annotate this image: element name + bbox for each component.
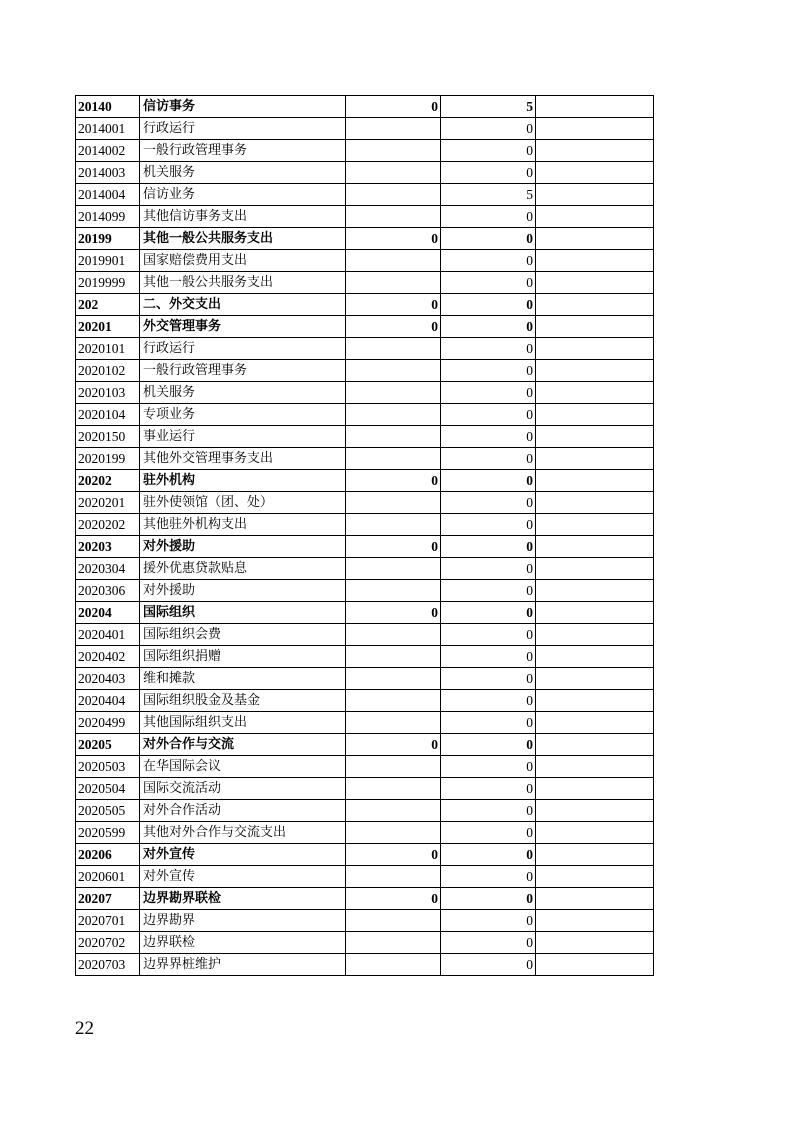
account-code-cell: 2020402: [76, 646, 140, 668]
account-name-cell: 事业运行: [140, 426, 346, 448]
account-code-cell: 20140: [76, 96, 140, 118]
amount-cell-3: [536, 756, 654, 778]
account-code-cell: 2020150: [76, 426, 140, 448]
account-code-cell: 2020703: [76, 954, 140, 976]
account-name-cell: 援外优惠贷款贴息: [140, 558, 346, 580]
account-name-cell: 国际组织股金及基金: [140, 690, 346, 712]
table-row: [76, 470, 654, 492]
amount-cell-1: [346, 382, 441, 404]
amount-cell-2: 0: [441, 162, 536, 184]
amount-cell-3: [536, 778, 654, 800]
account-name-cell: 其他对外合作与交流支出: [140, 822, 346, 844]
account-code-cell: 2020503: [76, 756, 140, 778]
amount-cell-3: [536, 646, 654, 668]
amount-cell-3: [536, 690, 654, 712]
table-row: [76, 294, 654, 316]
account-name-cell: 对外宣传: [140, 866, 346, 888]
account-code-cell: 2014004: [76, 184, 140, 206]
amount-cell-1: [346, 404, 441, 426]
account-code-cell: 2014001: [76, 118, 140, 140]
amount-cell-1: [346, 866, 441, 888]
amount-cell-3: [536, 250, 654, 272]
amount-cell-1: [346, 272, 441, 294]
amount-cell-3: [536, 338, 654, 360]
account-code-cell: 2020499: [76, 712, 140, 734]
amount-cell-2: 0: [441, 668, 536, 690]
amount-cell-3: [536, 184, 654, 206]
account-name-cell: 机关服务: [140, 382, 346, 404]
amount-cell-3: [536, 272, 654, 294]
table-row: [76, 822, 654, 844]
account-code-cell: 2020701: [76, 910, 140, 932]
amount-cell-1: [346, 822, 441, 844]
account-code-cell: 2020401: [76, 624, 140, 646]
table-row: [76, 250, 654, 272]
amount-cell-1: [346, 360, 441, 382]
account-name-cell: 在华国际会议: [140, 756, 346, 778]
amount-cell-3: [536, 404, 654, 426]
amount-cell-1: [346, 338, 441, 360]
amount-cell-1: [346, 690, 441, 712]
amount-cell-2: 0: [441, 624, 536, 646]
table-row: [76, 646, 654, 668]
account-name-cell: 其他一般公共服务支出: [140, 272, 346, 294]
table-row: [76, 734, 654, 756]
account-code-cell: 20204: [76, 602, 140, 624]
table-row: [76, 602, 654, 624]
amount-cell-2: 5: [441, 184, 536, 206]
account-name-cell: 专项业务: [140, 404, 346, 426]
table-row: [76, 888, 654, 910]
table-body: [76, 96, 654, 976]
account-name-cell: 二、外交支出: [140, 294, 346, 316]
account-code-cell: 2020403: [76, 668, 140, 690]
amount-cell-2: 0: [441, 954, 536, 976]
account-name-cell: 其他驻外机构支出: [140, 514, 346, 536]
table-row: [76, 514, 654, 536]
amount-cell-1: [346, 162, 441, 184]
account-name-cell: 边界界桩维护: [140, 954, 346, 976]
account-code-cell: 2014003: [76, 162, 140, 184]
amount-cell-2: 0: [441, 866, 536, 888]
amount-cell-1: 0: [346, 294, 441, 316]
account-code-cell: 2020199: [76, 448, 140, 470]
account-code-cell: 20199: [76, 228, 140, 250]
amount-cell-1: [346, 206, 441, 228]
account-name-cell: 对外合作活动: [140, 800, 346, 822]
amount-cell-3: [536, 668, 654, 690]
account-name-cell: 维和摊款: [140, 668, 346, 690]
account-name-cell: 边界勘界: [140, 910, 346, 932]
amount-cell-2: 0: [441, 338, 536, 360]
amount-cell-3: [536, 712, 654, 734]
account-name-cell: 外交管理事务: [140, 316, 346, 338]
table-row: [76, 844, 654, 866]
amount-cell-2: 0: [441, 360, 536, 382]
amount-cell-1: [346, 624, 441, 646]
amount-cell-2: 0: [441, 514, 536, 536]
account-code-cell: 2020104: [76, 404, 140, 426]
account-name-cell: 对外援助: [140, 536, 346, 558]
account-code-cell: 2014002: [76, 140, 140, 162]
table-row: [76, 932, 654, 954]
account-code-cell: 202: [76, 294, 140, 316]
amount-cell-2: 0: [441, 558, 536, 580]
amount-cell-3: [536, 866, 654, 888]
table-row: [76, 668, 654, 690]
amount-cell-3: [536, 558, 654, 580]
amount-cell-2: 0: [441, 426, 536, 448]
amount-cell-2: 0: [441, 294, 536, 316]
amount-cell-3: [536, 514, 654, 536]
page-number: 22: [75, 1018, 94, 1039]
amount-cell-3: [536, 734, 654, 756]
table-row: [76, 272, 654, 294]
account-name-cell: 行政运行: [140, 338, 346, 360]
table-row: [76, 624, 654, 646]
amount-cell-3: [536, 624, 654, 646]
account-code-cell: 20207: [76, 888, 140, 910]
amount-cell-3: [536, 580, 654, 602]
account-code-cell: 2020103: [76, 382, 140, 404]
amount-cell-1: [346, 250, 441, 272]
account-name-cell: 其他国际组织支出: [140, 712, 346, 734]
account-name-cell: 国际组织会费: [140, 624, 346, 646]
amount-cell-3: [536, 470, 654, 492]
amount-cell-1: 0: [346, 536, 441, 558]
amount-cell-3: [536, 800, 654, 822]
amount-cell-2: 0: [441, 536, 536, 558]
account-code-cell: 2020102: [76, 360, 140, 382]
table-row: [76, 690, 654, 712]
amount-cell-1: 0: [346, 96, 441, 118]
table-row: [76, 866, 654, 888]
amount-cell-1: [346, 756, 441, 778]
amount-cell-3: [536, 536, 654, 558]
table-row: [76, 162, 654, 184]
amount-cell-1: 0: [346, 228, 441, 250]
amount-cell-2: 0: [441, 382, 536, 404]
amount-cell-1: [346, 712, 441, 734]
table-row: [76, 404, 654, 426]
table-row: [76, 536, 654, 558]
account-code-cell: 20205: [76, 734, 140, 756]
amount-cell-1: [346, 580, 441, 602]
amount-cell-2: 0: [441, 800, 536, 822]
account-code-cell: 20206: [76, 844, 140, 866]
account-name-cell: 其他一般公共服务支出: [140, 228, 346, 250]
account-name-cell: 驻外机构: [140, 470, 346, 492]
table-row: [76, 712, 654, 734]
account-code-cell: 2020304: [76, 558, 140, 580]
account-code-cell: 20202: [76, 470, 140, 492]
table-row: [76, 492, 654, 514]
account-name-cell: 一般行政管理事务: [140, 360, 346, 382]
account-code-cell: 2020599: [76, 822, 140, 844]
budget-table: [75, 95, 654, 976]
amount-cell-3: [536, 844, 654, 866]
table-row: [76, 800, 654, 822]
amount-cell-1: [346, 448, 441, 470]
amount-cell-2: 5: [441, 96, 536, 118]
amount-cell-3: [536, 602, 654, 624]
amount-cell-1: [346, 184, 441, 206]
amount-cell-2: 0: [441, 646, 536, 668]
amount-cell-2: 0: [441, 140, 536, 162]
account-name-cell: 驻外使领馆（团、处）: [140, 492, 346, 514]
table-row: [76, 338, 654, 360]
amount-cell-1: [346, 140, 441, 162]
amount-cell-2: 0: [441, 756, 536, 778]
table-row: [76, 316, 654, 338]
amount-cell-3: [536, 360, 654, 382]
account-name-cell: 国际交流活动: [140, 778, 346, 800]
amount-cell-3: [536, 954, 654, 976]
amount-cell-2: 0: [441, 932, 536, 954]
amount-cell-1: [346, 778, 441, 800]
table-row: [76, 558, 654, 580]
account-name-cell: 机关服务: [140, 162, 346, 184]
table-row: [76, 910, 654, 932]
amount-cell-3: [536, 426, 654, 448]
amount-cell-3: [536, 294, 654, 316]
amount-cell-3: [536, 228, 654, 250]
amount-cell-3: [536, 932, 654, 954]
account-code-cell: 2020306: [76, 580, 140, 602]
amount-cell-2: 0: [441, 602, 536, 624]
amount-cell-2: 0: [441, 778, 536, 800]
table-row: [76, 118, 654, 140]
amount-cell-3: [536, 206, 654, 228]
table-row: [76, 140, 654, 162]
amount-cell-3: [536, 910, 654, 932]
account-name-cell: 其他外交管理事务支出: [140, 448, 346, 470]
amount-cell-2: 0: [441, 712, 536, 734]
amount-cell-3: [536, 96, 654, 118]
account-name-cell: 对外宣传: [140, 844, 346, 866]
amount-cell-2: 0: [441, 844, 536, 866]
amount-cell-1: [346, 514, 441, 536]
amount-cell-2: 0: [441, 822, 536, 844]
account-name-cell: 行政运行: [140, 118, 346, 140]
account-code-cell: 2020101: [76, 338, 140, 360]
account-name-cell: 信访事务: [140, 96, 346, 118]
amount-cell-2: 0: [441, 470, 536, 492]
amount-cell-3: [536, 140, 654, 162]
table-row: [76, 96, 654, 118]
table-row: [76, 228, 654, 250]
table-row: [76, 382, 654, 404]
amount-cell-1: [346, 668, 441, 690]
account-code-cell: 2020601: [76, 866, 140, 888]
amount-cell-1: [346, 646, 441, 668]
account-code-cell: 2020202: [76, 514, 140, 536]
table-row: [76, 954, 654, 976]
amount-cell-1: 0: [346, 844, 441, 866]
account-name-cell: 一般行政管理事务: [140, 140, 346, 162]
amount-cell-1: [346, 426, 441, 448]
amount-cell-2: 0: [441, 734, 536, 756]
account-code-cell: 2019901: [76, 250, 140, 272]
account-name-cell: 边界勘界联检: [140, 888, 346, 910]
amount-cell-1: 0: [346, 316, 441, 338]
amount-cell-2: 0: [441, 448, 536, 470]
account-code-cell: 20201: [76, 316, 140, 338]
account-name-cell: 其他信访事务支出: [140, 206, 346, 228]
table-row: [76, 778, 654, 800]
amount-cell-1: [346, 492, 441, 514]
account-code-cell: 2020404: [76, 690, 140, 712]
amount-cell-2: 0: [441, 118, 536, 140]
amount-cell-1: 0: [346, 470, 441, 492]
amount-cell-2: 0: [441, 888, 536, 910]
table-row: [76, 206, 654, 228]
table-row: [76, 184, 654, 206]
amount-cell-1: [346, 910, 441, 932]
table-row: [76, 756, 654, 778]
account-name-cell: 信访业务: [140, 184, 346, 206]
amount-cell-1: 0: [346, 734, 441, 756]
amount-cell-2: 0: [441, 228, 536, 250]
table-row: [76, 448, 654, 470]
amount-cell-1: [346, 932, 441, 954]
account-code-cell: 2020201: [76, 492, 140, 514]
account-name-cell: 国际组织捐赠: [140, 646, 346, 668]
amount-cell-2: 0: [441, 690, 536, 712]
amount-cell-3: [536, 316, 654, 338]
amount-cell-1: [346, 118, 441, 140]
amount-cell-1: [346, 800, 441, 822]
amount-cell-2: 0: [441, 404, 536, 426]
amount-cell-3: [536, 162, 654, 184]
account-name-cell: 边界联检: [140, 932, 346, 954]
amount-cell-3: [536, 492, 654, 514]
amount-cell-3: [536, 448, 654, 470]
amount-cell-1: 0: [346, 602, 441, 624]
amount-cell-3: [536, 382, 654, 404]
amount-cell-2: 0: [441, 272, 536, 294]
amount-cell-2: 0: [441, 206, 536, 228]
account-code-cell: 2020702: [76, 932, 140, 954]
account-name-cell: 对外合作与交流: [140, 734, 346, 756]
account-name-cell: 国家赔偿费用支出: [140, 250, 346, 272]
amount-cell-3: [536, 822, 654, 844]
account-name-cell: 对外援助: [140, 580, 346, 602]
table-row: [76, 580, 654, 602]
amount-cell-2: 0: [441, 492, 536, 514]
amount-cell-3: [536, 118, 654, 140]
amount-cell-2: 0: [441, 316, 536, 338]
account-code-cell: 2020505: [76, 800, 140, 822]
amount-cell-2: 0: [441, 910, 536, 932]
table-row: [76, 360, 654, 382]
amount-cell-2: 0: [441, 580, 536, 602]
table-row: [76, 426, 654, 448]
account-code-cell: 20203: [76, 536, 140, 558]
amount-cell-1: [346, 954, 441, 976]
amount-cell-2: 0: [441, 250, 536, 272]
amount-cell-1: 0: [346, 888, 441, 910]
amount-cell-1: [346, 558, 441, 580]
account-code-cell: 2019999: [76, 272, 140, 294]
account-name-cell: 国际组织: [140, 602, 346, 624]
account-code-cell: 2020504: [76, 778, 140, 800]
account-code-cell: 2014099: [76, 206, 140, 228]
amount-cell-3: [536, 888, 654, 910]
